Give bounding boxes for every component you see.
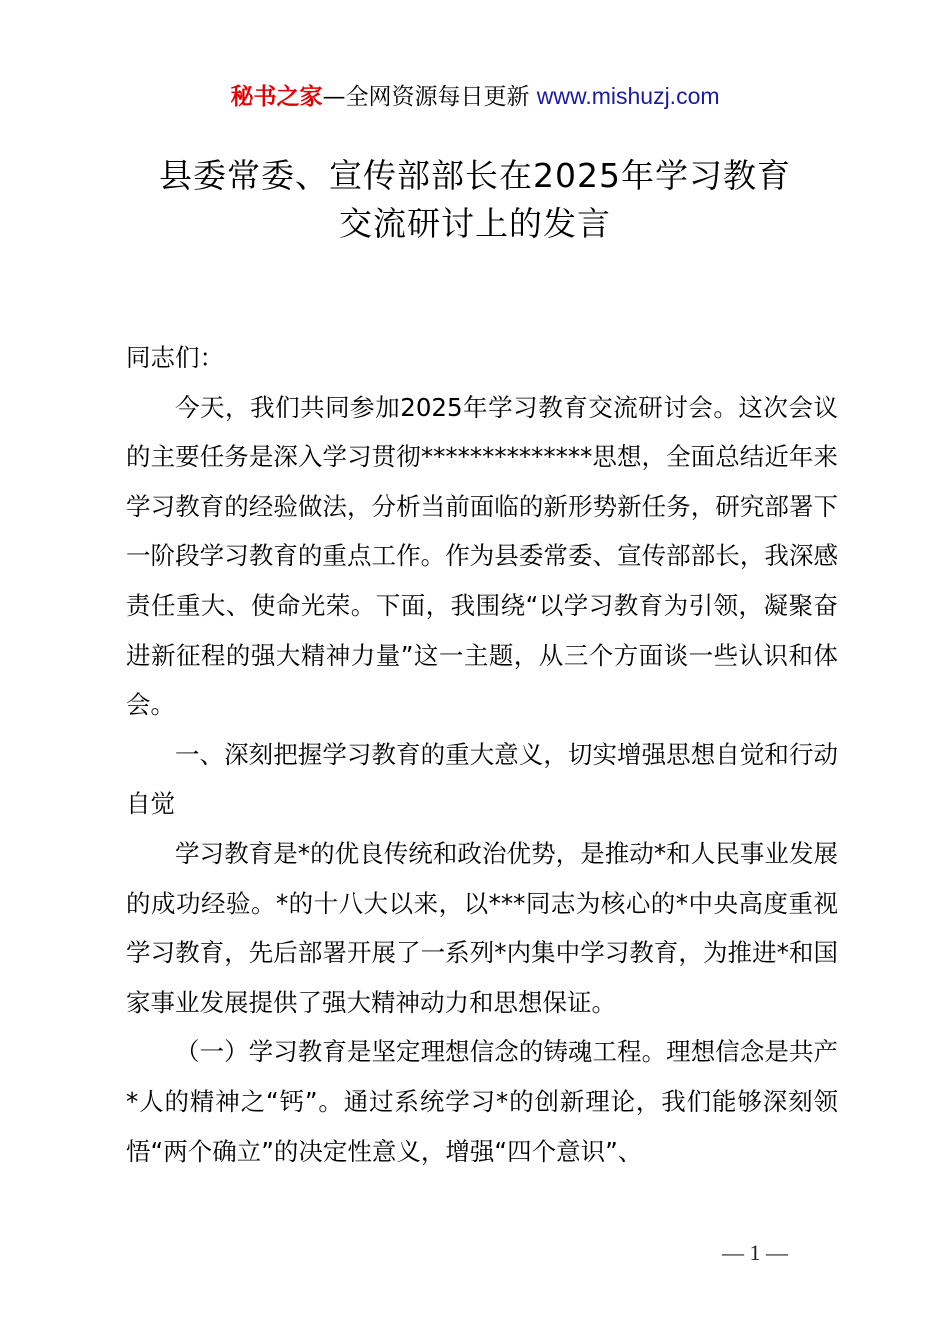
page-number: — 1 — xyxy=(722,1240,788,1265)
paragraph-section-1: 学习教育是*的优良传统和政治优势，是推动*和人民事业发展的成功经验。*的十八大以来，以***同志为核心的*中央高度重视学习教育，先后部署开展了一系列*内集中学习教育，为推进*和国家事业发展提供了强大精神动力和思想保证。 xyxy=(126,838,838,1017)
banner-url-link[interactable]: www.mishuzj.com xyxy=(536,83,720,109)
site-banner xyxy=(0,80,950,113)
title-line-2: 交流研讨上的发言 xyxy=(339,204,611,243)
paragraph-subsection-1: （一）学习教育是坚定理想信念的铸魂工程。理想信念是共产*人的精神之“钙”。通过系统学习*的创新理论，我们能够深刻领悟“两个确立”的决定性意义，增强“四个意识”、 xyxy=(126,1037,838,1166)
banner-slogan: —全网资源每日更新 xyxy=(322,84,530,110)
document-title xyxy=(80,152,870,248)
paragraph-intro: 今天，我们共同参加2025年学习教育交流研讨会。这次会议的主要任务是深入学习贯彻**************思想，全面总结近年来学习教育的经验做法，分析当前面临的新形势新任务，研究部署下一阶段学习教育的重点工作。作为县委常委、宣传部部长，我深感责任重大、使命光荣。下面，我围绕“以学习教育为引领，凝聚奋进新征程的强大精神力量”这一主题，从三个方面谈一些认识和体会。 xyxy=(126,392,838,720)
document-body xyxy=(126,333,838,1176)
section-heading-1: 一、深刻把握学习教育的重大意义，切实增强思想自觉和行动自觉 xyxy=(126,739,838,819)
title-line-1: 县委常委、宣传部部长在2025年学习教育 xyxy=(159,156,791,195)
salutation: 同志们： xyxy=(126,343,224,372)
banner-brand: 秘书之家 xyxy=(230,84,323,110)
